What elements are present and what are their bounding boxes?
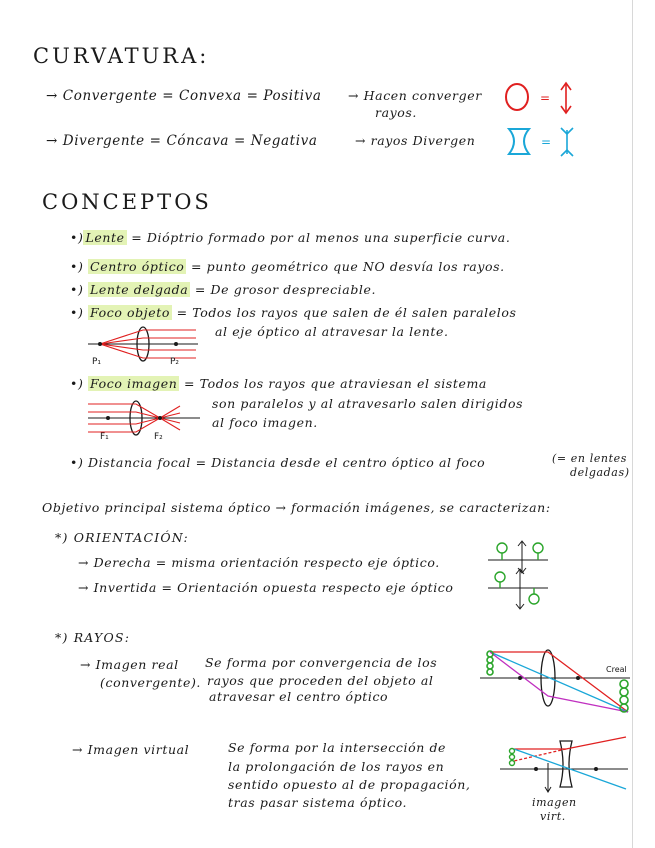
convergente-effect-rayos: rayos. bbox=[375, 105, 418, 120]
foco-imagen-term: Foco imagen bbox=[90, 376, 178, 391]
divergente-definition: → Divergente = Cóncava = Negativa bbox=[46, 133, 318, 149]
foco-imagen-line2: son paralelos y al atravesarlo salen dirigidos bbox=[212, 396, 524, 411]
creal-label: Creal bbox=[606, 665, 627, 674]
lente-item bbox=[70, 230, 510, 245]
p1-label: P₁ bbox=[92, 357, 102, 367]
imagen-virtual-line3: sentido opuesto al de propagación, bbox=[228, 777, 471, 792]
foco-imagen-item bbox=[70, 376, 487, 391]
foco-objeto-term: Foco objeto bbox=[90, 305, 170, 320]
foco-objeto-diagram bbox=[88, 322, 203, 367]
centro-prefix: •) bbox=[70, 259, 84, 274]
centro-optico-item bbox=[70, 259, 505, 274]
lente-term: Lente bbox=[85, 230, 125, 245]
foco-objeto-line1: = Todos los rayos que salen de él salen paralelos bbox=[176, 305, 517, 320]
orientacion-derecha: → Derecha = misma orientación respecto eje óptico. bbox=[78, 555, 440, 570]
delgada-prefix: •) bbox=[70, 282, 84, 297]
imagen-virt-label1: imagen bbox=[532, 796, 577, 809]
objetivo-principal: Objetivo principal sistema óptico → formación imágenes, se caracterizan: bbox=[42, 500, 551, 515]
foco-imagen-diagram bbox=[88, 396, 203, 442]
centro-optico-definition: = punto geométrico que NO desvía los rayos. bbox=[191, 259, 505, 274]
imagen-virtual-line2: la prolongación de los rayos en bbox=[228, 759, 445, 774]
lente-delgada-term: Lente delgada bbox=[90, 282, 189, 297]
distancia-note-line1: (= en lentes bbox=[552, 452, 627, 465]
imagen-virt-label2: virt. bbox=[540, 810, 566, 823]
imagen-virtual-line1: Se forma por la intersección de bbox=[228, 740, 447, 755]
imagen-real-line3: atravesar el centro óptico bbox=[209, 689, 389, 704]
imagen-real-line1: Se forma por convergencia de los bbox=[205, 655, 438, 670]
convergente-definition: → Convergente = Convexa = Positiva bbox=[46, 88, 322, 104]
convex-lens-icon bbox=[500, 80, 590, 116]
f2-label: F₂ bbox=[154, 432, 163, 442]
p2-label: P₂ bbox=[170, 357, 180, 367]
page-edge-line bbox=[632, 0, 633, 848]
lente-prefix: •) bbox=[70, 230, 84, 245]
invertida-diagram bbox=[488, 568, 550, 612]
foco-img-prefix: •) bbox=[70, 376, 84, 391]
imagen-real-term: → Imagen real bbox=[80, 657, 179, 672]
lente-delgada-item bbox=[70, 282, 376, 297]
foco-imagen-line1: = Todos los rayos que atraviesan el sistema bbox=[183, 376, 487, 391]
foco-obj-prefix: •) bbox=[70, 305, 84, 320]
distancia-prefix: •) bbox=[70, 455, 84, 470]
imagen-real-diagram bbox=[480, 640, 632, 720]
svg-text:=: = bbox=[540, 91, 551, 105]
centro-optico-term: Centro óptico bbox=[90, 259, 185, 274]
svg-text:=: = bbox=[541, 135, 552, 149]
lente-delgada-definition: = De grosor despreciable. bbox=[194, 282, 377, 297]
foco-objeto-item bbox=[70, 305, 517, 320]
rayos-title: *) RAYOS: bbox=[55, 630, 131, 645]
orientacion-invertida: → Invertida = Orientación opuesta respecto eje óptico bbox=[78, 580, 454, 595]
convergente-effect: → Hacen converger bbox=[348, 88, 482, 103]
divergente-effect: → rayos Divergen bbox=[355, 133, 476, 148]
concave-lens-icon bbox=[505, 126, 595, 158]
conceptos-title: CONCEPTOS bbox=[42, 190, 212, 214]
foco-objeto-line2: al eje óptico al atravesar la lente. bbox=[215, 324, 449, 339]
orientacion-title: *) ORIENTACIÓN: bbox=[55, 530, 189, 545]
lente-definition: = Dióptrio formado por al menos una superficie curva. bbox=[131, 230, 511, 245]
imagen-virtual-diagram bbox=[500, 735, 630, 793]
distancia-focal-item bbox=[70, 455, 485, 470]
imagen-real-line2: rayos que proceden del objeto al bbox=[207, 673, 434, 688]
distancia-focal-definition: Distancia focal = Distancia desde el centro óptico al foco bbox=[88, 455, 486, 470]
imagen-virtual-term: → Imagen virtual bbox=[72, 742, 190, 757]
curvatura-title: CURVATURA: bbox=[33, 44, 210, 68]
foco-imagen-line3: al foco imagen. bbox=[212, 415, 318, 430]
imagen-real-term2: (convergente). bbox=[100, 675, 202, 690]
f1-label: F₁ bbox=[100, 432, 109, 442]
imagen-virtual-line4: tras pasar sistema óptico. bbox=[228, 795, 408, 810]
distancia-note-line2: delgadas) bbox=[570, 466, 630, 479]
